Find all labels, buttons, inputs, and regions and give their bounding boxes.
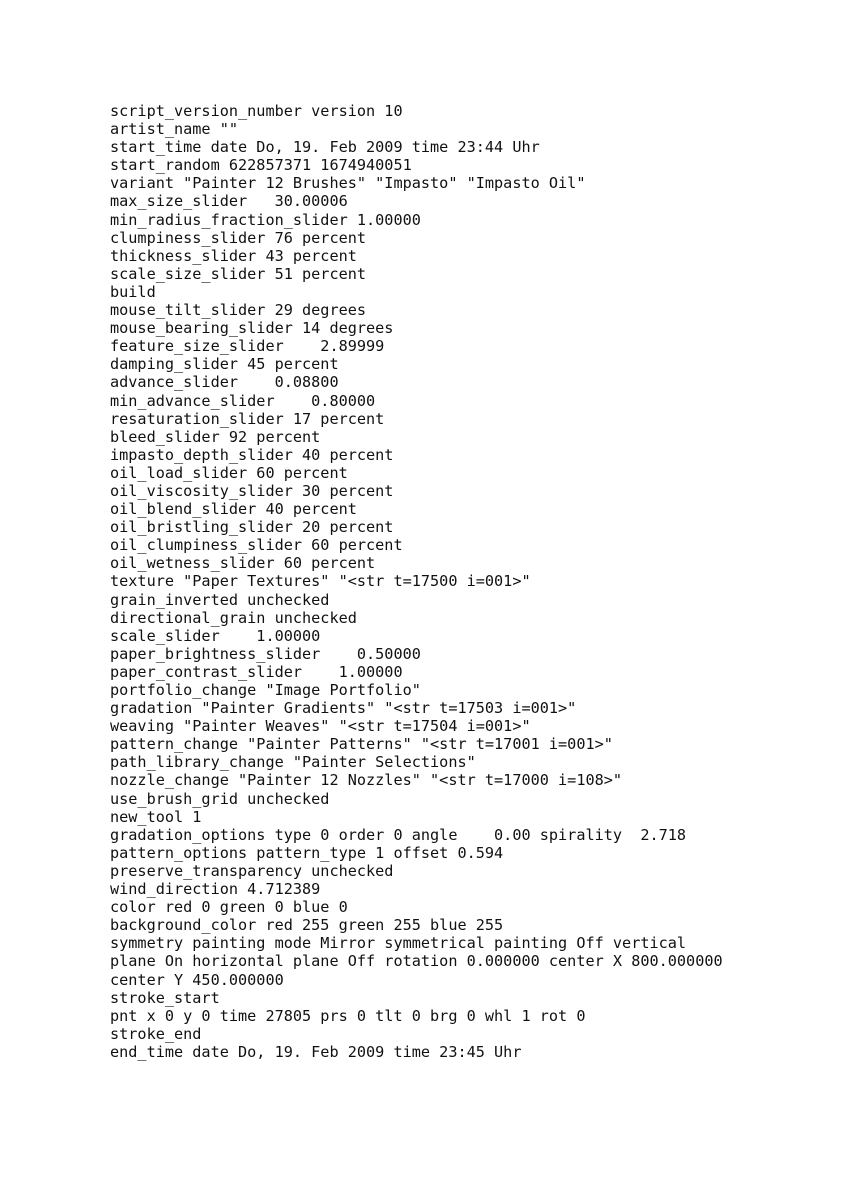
script-line: pattern_options pattern_type 1 offset 0.594	[110, 843, 504, 862]
script-line: oil_bristling_slider 20 percent	[110, 518, 394, 537]
script-line: gradation "Painter Gradients" "<str t=17503 i=001>"	[110, 699, 577, 718]
script-line: path_library_change "Painter Selections"	[110, 753, 476, 772]
script-line: impasto_depth_slider 40 percent	[110, 445, 394, 464]
script-line: oil_clumpiness_slider 60 percent	[110, 536, 403, 555]
script-line: scale_slider 1.00000	[110, 626, 321, 645]
script-line: wind_direction 4.712389	[110, 880, 321, 899]
script-line: oil_load_slider 60 percent	[110, 463, 348, 482]
script-line: feature_size_slider 2.89999	[110, 337, 385, 356]
script-line: weaving "Painter Weaves" "<str t=17504 i=001>"	[110, 717, 531, 736]
script-line: stroke_start	[110, 988, 220, 1007]
script-line: center Y 450.000000	[110, 970, 284, 989]
script-line: max_size_slider 30.00006	[110, 192, 348, 211]
script-listing	[110, 102, 810, 1061]
script-line: preserve_transparency unchecked	[110, 861, 394, 880]
script-line: oil_blend_slider 40 percent	[110, 500, 357, 519]
script-line: stroke_end	[110, 1024, 202, 1043]
script-line: plane On horizontal plane Off rotation 0.000000 center X 800.000000	[110, 952, 723, 971]
script-line: start_time date Do, 19. Feb 2009 time 23:44 Uhr	[110, 138, 540, 157]
script-line: script_version_number version 10	[110, 102, 403, 120]
script-line: bleed_slider 92 percent	[110, 427, 321, 446]
script-line: new_tool 1	[110, 807, 202, 826]
script-line: paper_brightness_slider 0.50000	[110, 644, 421, 663]
script-line: start_random 622857371 1674940051	[110, 156, 412, 175]
script-line: thickness_slider 43 percent	[110, 246, 357, 265]
script-line: portfolio_change "Image Portfolio"	[110, 681, 421, 699]
script-line: gradation_options type 0 order 0 angle 0.00 spirality 2.718	[110, 825, 687, 844]
script-line: mouse_bearing_slider 14 degrees	[110, 319, 394, 338]
script-line: paper_contrast_slider 1.00000	[110, 662, 403, 681]
script-line: oil_viscosity_slider 30 percent	[110, 481, 394, 500]
script-line: texture "Paper Textures" "<str t=17500 i=001>"	[110, 572, 531, 591]
script-line: variant "Painter 12 Brushes" "Impasto" "Impasto Oil"	[110, 174, 586, 193]
script-line: resaturation_slider 17 percent	[110, 409, 385, 428]
script-line: min_radius_fraction_slider 1.00000	[110, 210, 421, 229]
script-line: clumpiness_slider 76 percent	[110, 228, 367, 247]
script-line: use_brush_grid unchecked	[110, 789, 330, 808]
script-line: color red 0 green 0 blue 0	[110, 898, 348, 917]
script-line: scale_size_slider 51 percent	[110, 264, 367, 283]
script-line: build	[110, 282, 156, 301]
script-line: directional_grain unchecked	[110, 608, 357, 627]
script-line: artist_name ""	[110, 120, 239, 139]
script-line: min_advance_slider 0.80000	[110, 391, 376, 410]
script-line: nozzle_change "Painter 12 Nozzles" "<str t=17000 i=108>"	[110, 771, 623, 790]
script-line: mouse_tilt_slider 29 degrees	[110, 301, 367, 320]
script-line: grain_inverted unchecked	[110, 590, 330, 609]
script-line: advance_slider 0.08800	[110, 373, 339, 392]
script-line: background_color red 255 green 255 blue 255	[110, 916, 504, 935]
script-line: symmetry painting mode Mirror symmetrical painting Off vertical	[110, 934, 687, 953]
script-line: damping_slider 45 percent	[110, 355, 339, 374]
script-line: end_time date Do, 19. Feb 2009 time 23:45 Uhr	[110, 1042, 522, 1061]
script-line: pnt x 0 y 0 time 27805 prs 0 tlt 0 brg 0 whl 1 rot 0	[110, 1006, 586, 1025]
script-line: pattern_change "Painter Patterns" "<str t=17001 i=001>"	[110, 735, 613, 754]
script-line: oil_wetness_slider 60 percent	[110, 554, 376, 573]
